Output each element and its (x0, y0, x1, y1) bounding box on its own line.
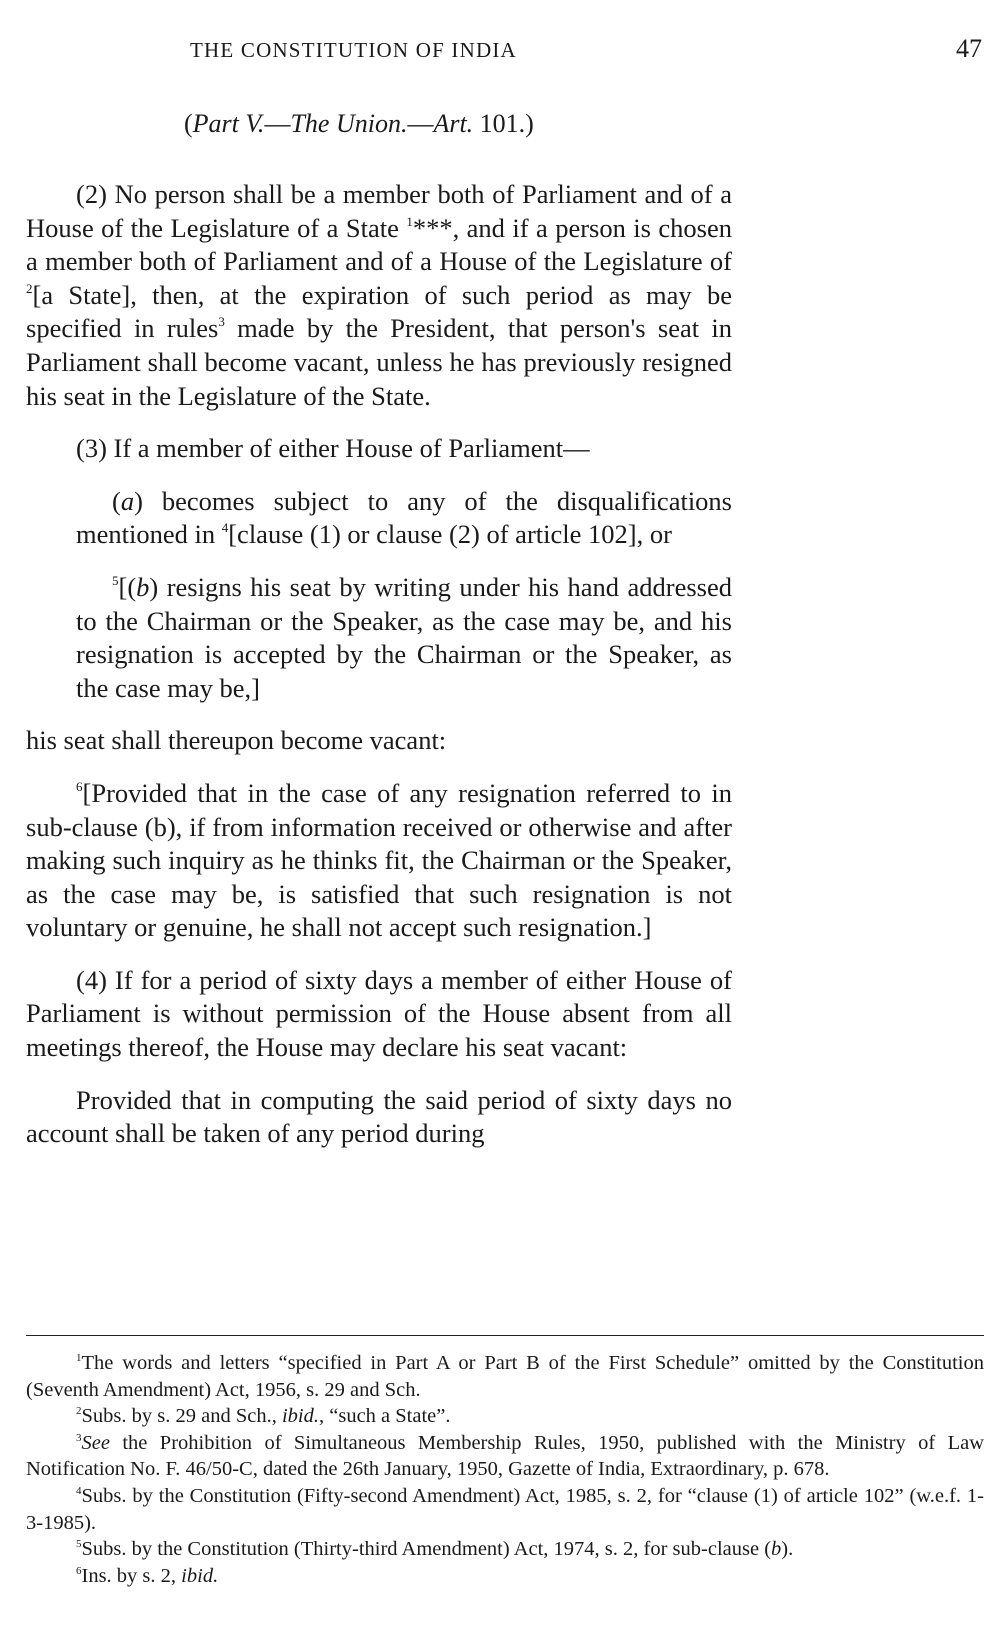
footnote-6 (26, 1563, 984, 1590)
part-heading-dash: — (264, 109, 291, 138)
sub-clause-a-text: ( (112, 485, 121, 516)
footnote-2 (26, 1403, 984, 1430)
footnote-text: the Prohibition of Simultaneous Membership Rules, 1950, published with the Ministry of Law Notification No. F. 46/50-C, dated the 26th January, 1950, Gazette of India, Extraordinary, p. 678. (26, 1431, 984, 1481)
part-heading-dash: — (407, 109, 434, 138)
footnote-number: 4 (76, 1484, 82, 1497)
footnote-text: ). (781, 1538, 794, 1561)
footnote-number: 6 (76, 1564, 82, 1577)
footnote-ref-5: 5 (112, 572, 119, 588)
clause-2-paragraph (26, 178, 732, 413)
sub-clause-b (76, 571, 732, 705)
footnote-ref-1: 1 (406, 213, 413, 229)
footnote-ref-6: 6 (76, 778, 83, 794)
footnote-ref-2: 2 (26, 280, 33, 296)
proviso-resignation (26, 777, 732, 945)
footnote-text: The words and letters “specified in Part A or Part B of the First Schedule” omitted by the Constitution (Seventh Amendment) Act, 1956, s. 29 and Sch. (26, 1352, 984, 1401)
clause-2-text: ***, and if a person is chosen a member both of Parliament and of a House of the Legislature of (26, 212, 733, 277)
footnote-5 (26, 1536, 984, 1563)
footnote-letter: b (771, 1538, 782, 1561)
footnote-number: 5 (76, 1538, 82, 1551)
clause-3-intro: (3) If a member of either House of Parliament— (76, 433, 590, 464)
footnote-number: 2 (76, 1405, 82, 1418)
footnote-see: See (81, 1431, 110, 1454)
footnote-text: Subs. by the Constitution (Fifty-second Amendment) Act, 1985, s. 2, for “clause (1) of article 102” (w.e.f. 1-3-1985). (26, 1484, 984, 1534)
footnote-ibid: ibid. (181, 1564, 219, 1587)
footnote-divider (26, 1335, 984, 1336)
footnote-4 (26, 1483, 984, 1536)
part-heading-open: ( (184, 109, 193, 138)
footnote-text: Ins. by s. 2, (81, 1564, 182, 1587)
article-body (26, 178, 732, 1170)
part-heading-part: Part V. (192, 109, 265, 138)
sub-clause-b-text: [( (118, 571, 137, 602)
sub-clause-a-letter: a (120, 485, 135, 516)
clause-2-text: (2) No person shall be a member both of Parliament and of a House of the Legislature of a State (26, 179, 732, 243)
sub-clause-b-letter: b (136, 571, 150, 602)
part-heading-art: Art. (433, 109, 474, 138)
sub-clause-a-text: [clause (1) or clause (2) of article 102], or (228, 519, 672, 550)
footnote-text: , “such a State”. (319, 1405, 451, 1428)
sub-clause-a (76, 485, 732, 552)
running-header-title: THE CONSTITUTION OF INDIA (190, 38, 517, 62)
part-heading-number: 101.) (473, 109, 534, 138)
part-heading-union: The Union. (290, 109, 408, 138)
proviso-sixty-days: Provided that in computing the said period of sixty days no account shall be taken of any period during (26, 1084, 732, 1149)
footnote-text: Subs. by the Constitution (Thirty-third Amendment) Act, 1974, s. 2, for sub-clause ( (81, 1538, 772, 1561)
footnote-number: 3 (76, 1431, 82, 1444)
footnote-ibid: ibid. (281, 1405, 319, 1428)
part-heading (184, 109, 534, 139)
clause-2-text: made by the President, that person's seat in Parliament shall become vacant, unless he has previously resigned his seat in the Legislature of the State. (26, 313, 732, 411)
footnotes (26, 1350, 984, 1589)
clause-2-text: [a State], then, at the expiration of such period as may be specified in rules (26, 279, 732, 344)
clause-4-paragraph: (4) If for a period of sixty days a member of either House of Parliament is without permission of the House absent from all meetings thereof, the House may declare his seat vacant: (26, 964, 732, 1063)
proviso-resignation-text: [Provided that in the case of any resignation referred to in sub-clause (b), if from information received or otherwise and after making such inquiry as he thinks fit, the Chairman or the Speaker, as the case may be, is satisfied that such resignation is not voluntary or genuine, he shall not accept such resignation.] (26, 777, 732, 943)
footnote-number: 1 (76, 1352, 82, 1364)
footnote-ref-3: 3 (218, 314, 225, 330)
page-number: 47 (956, 34, 982, 63)
footnote-1 (26, 1350, 984, 1403)
clause-3-closing: his seat shall thereupon become vacant: (26, 725, 447, 756)
footnote-3 (26, 1430, 984, 1483)
sub-clause-a-text: ) becomes subject to any of the disqualifications mentioned in (76, 485, 732, 550)
sub-clause-b-text: ) resigns his seat by writing under his hand addressed to the Chairman or the Speaker, as the case may be, and his resignation is accepted by the Chairman or the Speaker, as the case may be,] (76, 571, 732, 703)
footnote-text: Subs. by s. 29 and Sch., (81, 1405, 282, 1428)
footnote-ref-4: 4 (221, 520, 229, 536)
